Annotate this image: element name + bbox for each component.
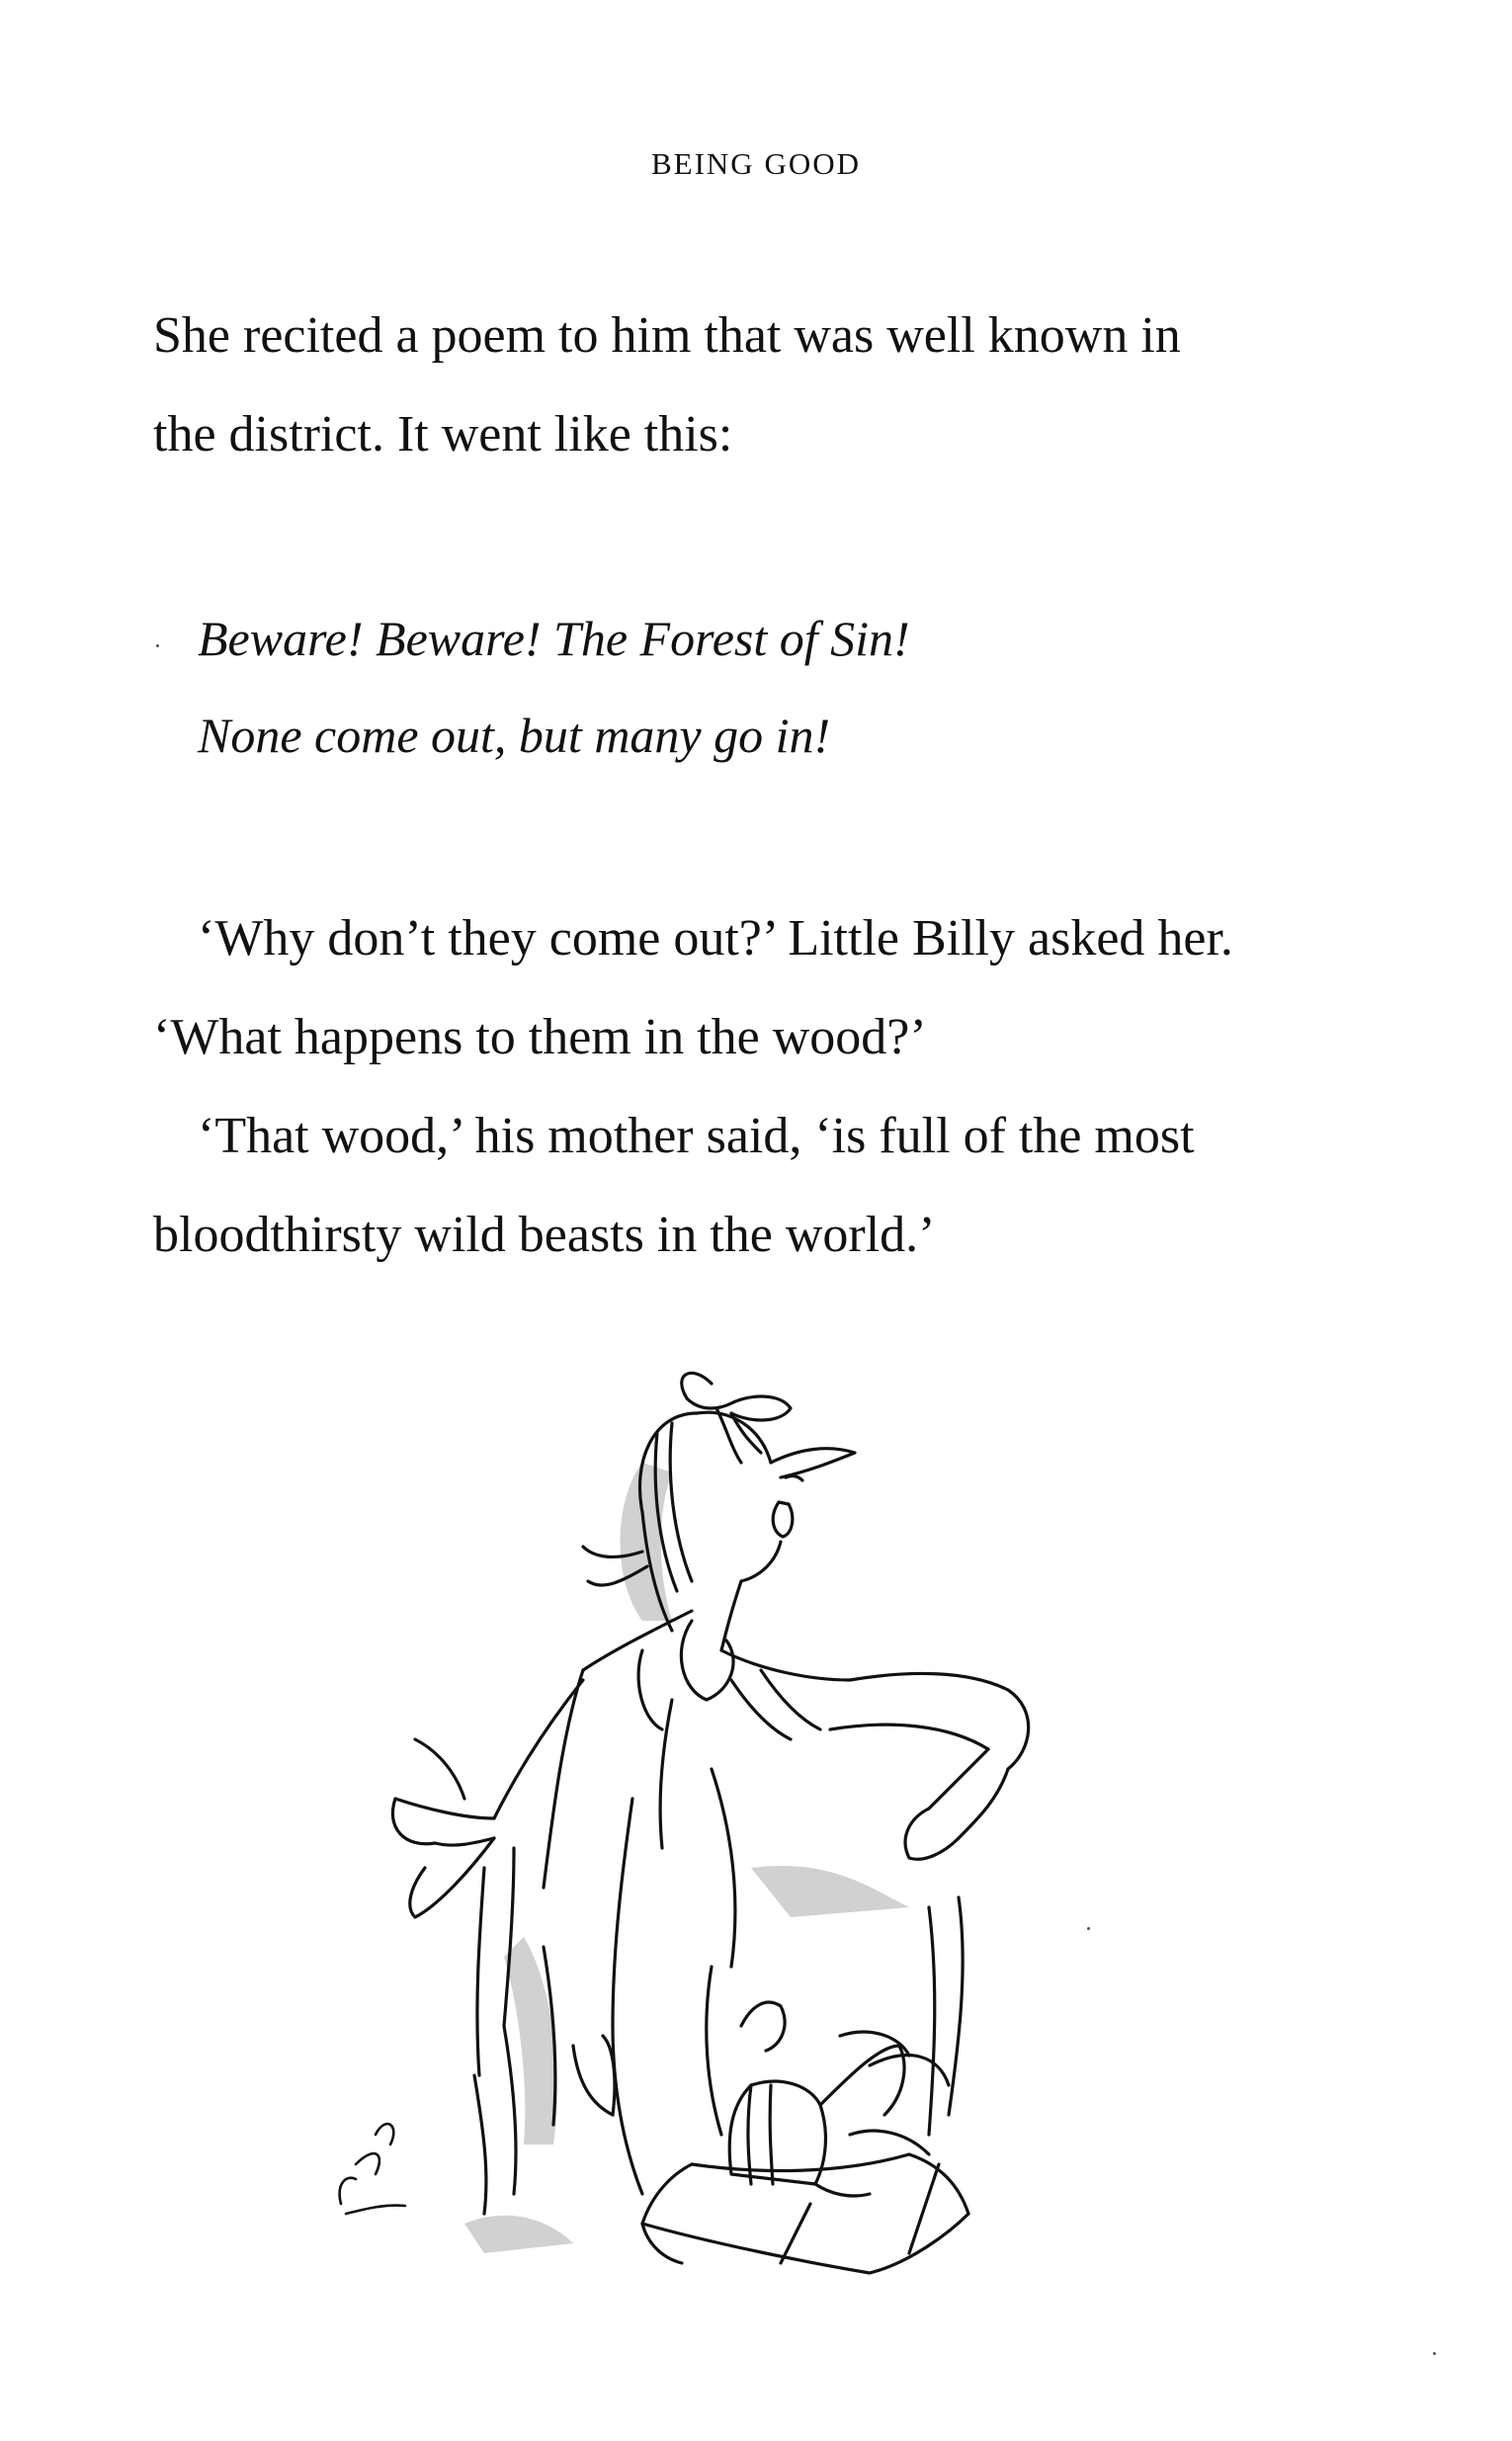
shading bbox=[464, 1463, 909, 2303]
motion-marks bbox=[340, 2124, 405, 2214]
print-speck bbox=[156, 644, 159, 647]
paragraph-1-line-2: the district. It went like this: bbox=[153, 406, 733, 463]
paragraph-1-line-1: She recited a poem to him that was well known in bbox=[153, 307, 1181, 364]
print-speck bbox=[1087, 1927, 1090, 1930]
dress bbox=[613, 1967, 785, 2194]
paragraph-2-line-2: ‘What happens to them in the wood?’ bbox=[153, 1009, 927, 1065]
running-head: BEING GOOD bbox=[650, 146, 861, 181]
paragraph-3-line-1: ‘That wood,’ his mother said, ‘is full of the most bbox=[198, 1108, 1195, 1164]
paragraph-2-line-1: ‘Why don’t they come out?’ Little Billy asked her. bbox=[198, 910, 1233, 967]
paragraph-3 bbox=[153, 1087, 1359, 1285]
paragraph-2 bbox=[153, 889, 1359, 1087]
torso bbox=[544, 1581, 1029, 2026]
paragraph-3-line-2: bloodthirsty wild beasts in the world.’ bbox=[153, 1207, 936, 1263]
poem-line-1: Beware! Beware! The Forest of Sin! bbox=[198, 611, 910, 666]
poem bbox=[198, 590, 910, 784]
print-speck bbox=[1433, 2352, 1436, 2355]
paragraph-1 bbox=[153, 287, 1359, 484]
mother-ironing-illustration bbox=[316, 1354, 1127, 2303]
poem-line-2: None come out, but many go in! bbox=[198, 708, 831, 763]
